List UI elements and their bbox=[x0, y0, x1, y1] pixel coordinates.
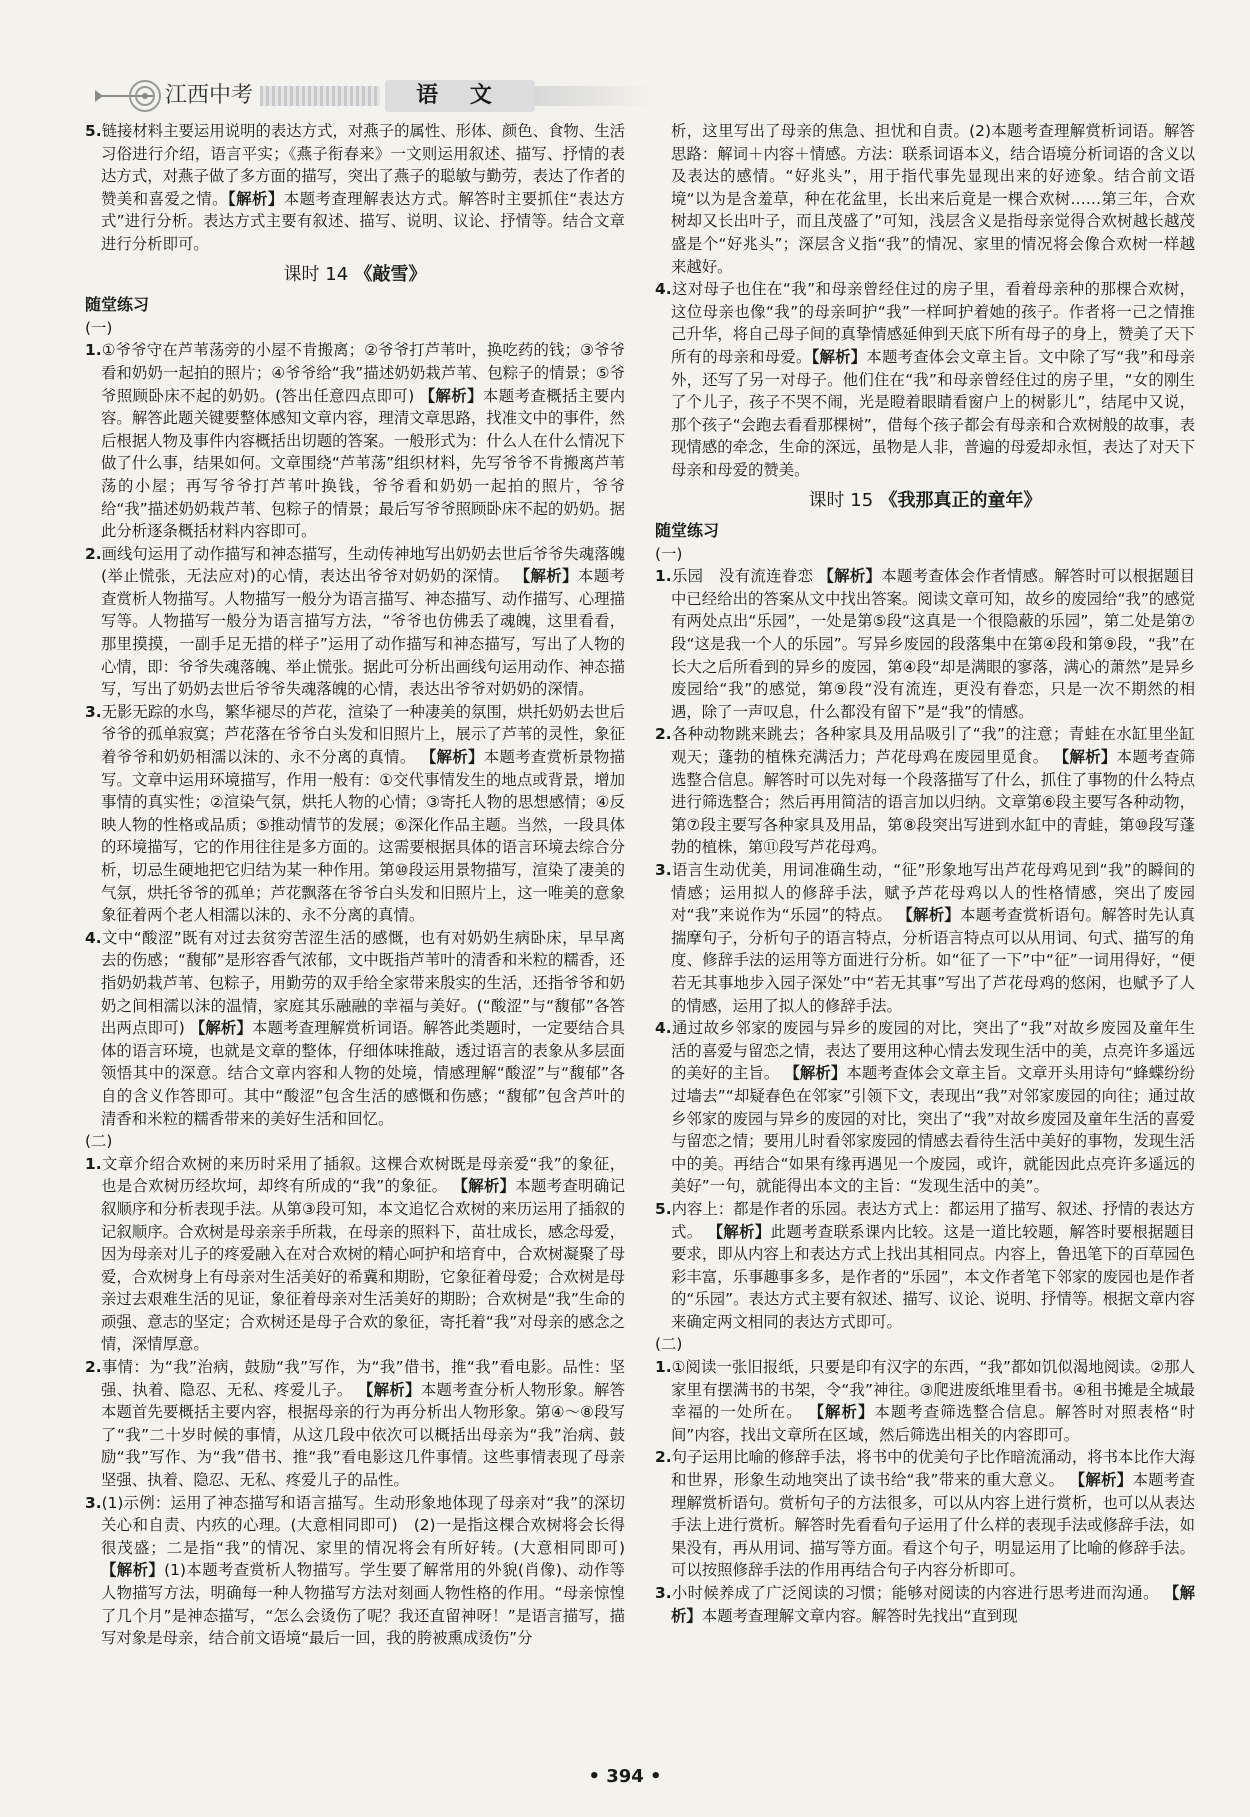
page-number: • 394 • bbox=[588, 1766, 662, 1787]
lesson-title: 课时 15 《我那真正的童年》 bbox=[808, 489, 1042, 511]
answer-item: 1.乐园 没有流连眷恋 【解析】本题考查体会作者情感。解答时可以根据题目中已经给出的答案从文中找出答案。阅读文章可知，故乡的废园给“我”的感觉有两处点出“乐园”，一处是第⑤段“这真是一个很隐蔽的乐园”，第二处是第⑦段“这是我一个人的乐园”。写异乡废园的段落集中在第④段和第⑨段，“我”在长大之后所看到的异乡的废园，第④段“却是满眼的寥落，满心的萧然”是异乡废园给“我”的感觉，第⑨段“没有流连，更没有眷恋，只是一次不期然的相遇，除了一声叹息，什么都没有留下”是“我”的情感。 bbox=[655, 567, 1195, 721]
answer-item: 5.链接材料主要运用说明的表达方式，对燕子的属性、形体、颜色、食物、生活习俗进行介绍，语言平实；《燕子衔春来》一文则运用叙述、描写、抒情的表达方式，对燕子做了多方面的描写，突出了燕子的聪敏与勤劳，表达了作者的赞美和喜爱之情。【解析】本题考查理解表达方式。解答时主要抓住“表达方式”进行分析。表达方式主要有叙述、描写、说明、议论、抒情等。结合文章进行分析即可。 bbox=[85, 122, 625, 253]
left-column bbox=[85, 120, 625, 1760]
part-label: (二) bbox=[655, 1335, 683, 1354]
continuation-text: 析，这里写出了母亲的焦急、担忧和自责。(2)本题考查理解赏析词语。解答思路：解词＋内容＋情感。方法：联系词语本义，结合语境分析词语的含义以及表达的感情。“好兆头”，用于指代事先显现出来的好迹象。结合前文语境“以为是含羞草，种在花盆里，长出来后竟是一棵合欢树……第三年，合欢树却又长出叶子，而且茂盛了”可知，浅层含义是指母亲觉得合欢树越长越茂盛是个“好兆头”；深层含义指“我”的情况、家里的情况将会像合欢树一样越来越好。 bbox=[671, 122, 1195, 276]
answer-item: 4.文中“酸涩”既有对过去贫穷苦涩生活的感慨，也有对奶奶生病卧床，早早离去的伤感；“馥郁”是形容香气浓郁，文中既指芦苇叶的清香和米粒的糯香，还指奶奶栽芦苇、包粽子，用勤劳的双手给全家带来殷实的生活，还指爷爷和奶奶之间相濡以沫的温情，家庭其乐融融的幸福与美好。(“酸涩”与“馥郁”各答出两点即可) 【解析】本题考查理解赏析词语。解答此类题时，一定要结合具体的语言环境，也就是文章的整体，仔细体味推敲，透过语言的表象从多层面领悟其中的深意。结合文章内容和人物的处境，情感理解“酸涩”与“馥郁”各自的含义作答即可。其中“酸涩”包含生活的感慨和伤感；“馥郁”包含芦叶的清香和米粒的糯香带来的美好生活和回忆。 bbox=[85, 928, 625, 1128]
answer-item: 2.句子运用比喻的修辞手法，将书中的优美句子比作暗流涌动，将书本比作大海和世界，形象生动地突出了读书给“我”带来的重大意义。 【解析】本题考查理解赏析语句。赏析句子的方法很多，可以从内容上进行赏析，也可以从表达手法上进行赏析。解答时先看看句子运用了什么样的表现手法或修辞手法，如果没有，再从用词、描写等方面。看这个句子，明显运用了比喻的修辞手法。可以按照修辞手法的作用再结合句子内容分析即可。 bbox=[655, 1448, 1195, 1580]
answer-item: 3.(1)示例：运用了神态描写和语言描写。生动形象地体现了母亲对“我”的深切关心和自责、内疚的心理。(大意相同即可) (2)一是指这棵合欢树将会长得很茂盛；二是指“我”的情况、家里的情况将会有所好转。(大意相同即可) 【解析】(1)本题考查赏析人物描写。学生要了解常用的外貌(肖像)、动作等人物描写方法，明确每一种人物描写方法对刻画人物性格的作用。“母亲惊惶了几个月”是神态描写，“怎么会烫伤了呢？我还直留神呀！”是语言描写，描写对象是母亲，结合前文语境“最后一回，我的胯被熏成烫伤”分 bbox=[85, 1493, 625, 1648]
header-subject: 语 文 bbox=[385, 80, 535, 112]
answer-list bbox=[655, 565, 1195, 1333]
answer-list bbox=[85, 339, 625, 1130]
answer-item: 4.这对母子也住在“我”和母亲曾经住过的房子里，看着母亲种的那棵合欢树，这位母亲也像“我”的母亲呵护“我”一样呵护着她的孩子。作者将一己之情推己升华，将自己母子间的真挚情感延伸到天底下所有母子的身上，赞美了天下所有的母亲和母爱。【解析】本题考查体会文章主旨。文中除了写“我”和母亲外，还写了另一对母子。他们住在“我”和母亲曾经住过的房子里，“女的刚生了个儿子，孩子不哭不闹，光是瞪着眼睛看窗户上的树影儿”，结尾中又说，那个孩子“会跑去看看那棵树”，借每个孩子都会有母亲和合欢树般的故事，表现情感的牵念，生命的深远，虽物是人非，普遍的母爱却永恒，表达了对天下母亲和母爱的赞美。 bbox=[655, 280, 1195, 479]
part-label: (二) bbox=[85, 1132, 113, 1151]
header-decor-bar bbox=[260, 86, 380, 106]
target-arrow-icon bbox=[95, 78, 175, 114]
answer-item: 2.各种动物跳来跳去；各种家具及用品吸引了“我”的注意；青蛙在水缸里坐缸观天；蓬勃的植株充满活力；芦花母鸡在废园里觅食。 【解析】本题考查筛选整合信息。解答时可以先对每一个段落描写了什么，抓住了事物的什么特点进行筛选整合；然后再用简洁的语言加以归纳。文章第⑥段主要写各种动物，第⑦段主要写各种家具及用品，第⑧段突出写进到水缸中的青蛙，第⑩段写蓬勃的植株，第⑪段写芦花母鸡。 bbox=[655, 725, 1195, 857]
answer-list bbox=[655, 1356, 1195, 1627]
practice-label: 随堂练习 bbox=[85, 295, 150, 315]
answer-item: 4.通过故乡邻家的废园与异乡的废园的对比，突出了“我”对故乡废园及童年生活的喜爱与留恋之情，表达了要用这种心情去发现生活中的美，点亮许多遥远的美好的主旨。 【解析】本题考查体会文章主旨。文章开头用诗句“蜂蝶纷纷过墙去”“却疑春色在邻家”引领下文，表现出“我”对邻家废园的向往；通过故乡邻家的废园与异乡的废园的对比，突出了“我”对故乡废园及童年生活的喜爱与留恋之情；要用儿时看邻家废园的情感去看待生活中美好的事物，发现生活中的美。再结合“如果有缘再遇见一个废园，或许，就能因此点亮许多遥远的美好”一句，就能得出本文的主旨：“发现生活中的美”。 bbox=[655, 1019, 1195, 1196]
answer-item: 5.内容上：都是作者的乐园。表达方式上：都运用了描写、叙述、抒情的表达方式。 【解析】此题考查联系课内比较。这是一道比较题，解答时要根据题目要求，即从内容上和表达方式上找出其相同点。内容上，鲁迅笔下的百草园色彩丰富，乐事趣事多多，是作者的“乐园”，本文作者笔下邻家的废园也是作者的“乐园”。表达方式主要有叙述、描写、议论、说明、抒情等。根据文章内容来确定两文相同的表达方式即可。 bbox=[655, 1199, 1195, 1331]
header-decor-fade bbox=[535, 86, 655, 106]
page-header bbox=[95, 78, 655, 114]
answer-item: 2.事情：为“我”治病，鼓励“我”写作，为“我”借书，推“我”看电影。品性：坚强、执着、隐忍、无私、疼爱儿子。 【解析】本题考查分析人物形象。解答本题首先要概括主要内容，根据母亲的行为再分析出人物形象。第④～⑧段写了“我”二十岁时候的事情，从这几段中依次可以概括出母亲为“我”治病、鼓励“我”写作、为“我”借书、推“我”看电影这几件事情。这些事情表现了母亲坚强、执着、隐忍、无私、疼爱儿子的品性。 bbox=[85, 1358, 625, 1490]
part-label: (一) bbox=[85, 318, 113, 337]
answer-item: 1.①爷爷守在芦苇荡旁的小屋不肯搬离；②爷爷打芦苇叶，换吃药的钱；③爷爷看和奶奶一起拍的照片；④爷爷给“我”描述奶奶栽芦苇、包粽子的情景；⑤爷爷照顾卧床不起的奶奶。(答出任意四点即可) 【解析】本题考查概括主要内容。解答此题关键要整体感知文章内容，理清文章思路，找准文中的事件，然后根据人物及事件内容概括出切题的答案。一般形式为：什么人在什么情况下做了什么事，结果如何。文章围绕“芦苇荡”组织材料，先写爷爷不肯搬离芦苇荡的小屋；再写爷爷打芦苇叶换钱，爷爷看和奶奶一起拍的照片，爷爷给“我”描述奶奶栽芦苇、包粽子的情景；最后写爷爷照顾卧床不起的奶奶。据此分析逐条概括材料内容即可。 bbox=[85, 341, 625, 541]
answer-item: 3.语言生动优美，用词准确生动，“征”形象地写出芦花母鸡见到“我”的瞬间的情感；运用拟人的修辞手法，赋予芦花母鸡以人的性格情感，突出了废园对“我”来说作为“乐园”的特点。 【解析】本题考查赏析语句。解答时先认真揣摩句子，分析句子的语言特点，分析语言特点可以从用词、句式、描写的角度、修辞手法的运用等方面进行分析。如“征了一下”中“征”一词用得好，“便若无其事地步入园子深处”中“若无其事”写出了芦花母鸡的悠闲，也赋予了人的情感，运用了拟人的修辞手法。 bbox=[655, 861, 1195, 1015]
answer-item: 1.①阅读一张旧报纸，只要是印有汉字的东西，“我”都如饥似渴地阅读。②那人家里有摆满书的书架，令“我”神往。③爬进废纸堆里看书。④租书摊是全城最幸福的一处所在。 【解析】本题考查筛选整合信息。解答时对照表格“时间”内容，找出文章所在区域，然后筛选出相关的内容即可。 bbox=[655, 1358, 1195, 1444]
part-label: (一) bbox=[655, 544, 683, 563]
answer-item: 2.画线句运用了动作描写和神态描写，生动传神地写出奶奶去世后爷爷失魂落魄(举止慌张，无法应对)的心情，表达出爷爷对奶奶的深情。 【解析】本题考查赏析人物描写。人物描写一般分为语言描写、神态描写、动作描写、心理描写等。人物描写一般分为语言描写方法，“爷爷也仿佛丢了魂魄，这里看看，那里摸摸，一副手足无措的样子”运用了动作描写和神态描写，写出了人物的心情，即：爷爷失魂落魄、举止慌张。据此可分析出画线句运用动作、神态描写，写出了奶奶去世后爷爷失魂落魄的心情，表达出爷爷对奶奶的深情。 bbox=[85, 544, 625, 699]
answer-item: 3.无影无踪的水鸟，繁华褪尽的芦花，渲染了一种凄美的氛围，烘托奶奶去世后爷爷的孤单寂寞；芦花落在爷爷白头发和旧照片上，展示了芦苇的灵性，象征着爷爷和奶奶相濡以沫的、永不分离的真情。 【解析】本题考查赏析景物描写。文章中运用环境描写，作用一般有：①交代事情发生的地点或背景，增加事情的真实性；②渲染气氛，烘托人物的心情；③寄托人物的思想感情；④反映人物的性格或品质；⑤推动情节的发展；⑥深化作品主题。当然，一段具体的环境描写，它的作用往往是多方面的。这需要根据具体的语言环境去综合分析，切忌生硬地把它归结为某一种作用。第⑩段运用景物描写，渲染了凄美的气氛，烘托爷爷的孤单；芦花飘落在爷爷白头发和旧照片上，这一唯美的意象象征着两个老人相濡以沫的、永不分离的真情。 bbox=[85, 702, 625, 925]
right-column bbox=[655, 120, 1195, 1760]
header-region: 江西中考 bbox=[165, 83, 254, 108]
lesson-title: 课时 14 《敲雪》 bbox=[283, 263, 427, 285]
answer-item: 3.小时候养成了广泛阅读的习惯；能够对阅读的内容进行思考进而沟通。 【解析】本题考查理解文章内容。解答时先找出“直到现 bbox=[655, 1584, 1195, 1625]
answer-list bbox=[85, 1153, 625, 1650]
practice-label: 随堂练习 bbox=[655, 521, 720, 541]
answer-item: 1.文章介绍合欢树的来历时采用了插叙。这棵合欢树既是母亲爱“我”的象征，也是合欢树历经坎坷，却终有所成的“我”的象征。 【解析】本题考查明确记叙顺序和分析表现手法。从第③段可知，本文追忆合欢树的来历运用了插叙的记叙顺序。合欢树是母亲亲手所栽，在母亲的照料下，苗壮成长，感念母爱，因为母亲对儿子的疼爱融入在对合欢树的精心呵护和培育中，合欢树凝聚了母爱，合欢树身上有母亲对生活美好的希冀和期盼，它象征着母爱；合欢树是母亲过去艰难生活的见证，象征着母亲对生活美好的期盼；合欢树是“我”生命的顽强、意志的坚定；合欢树还是母子合欢的象征，寄托着“我”对母亲的感念之情，深情厚意。 bbox=[85, 1154, 625, 1354]
